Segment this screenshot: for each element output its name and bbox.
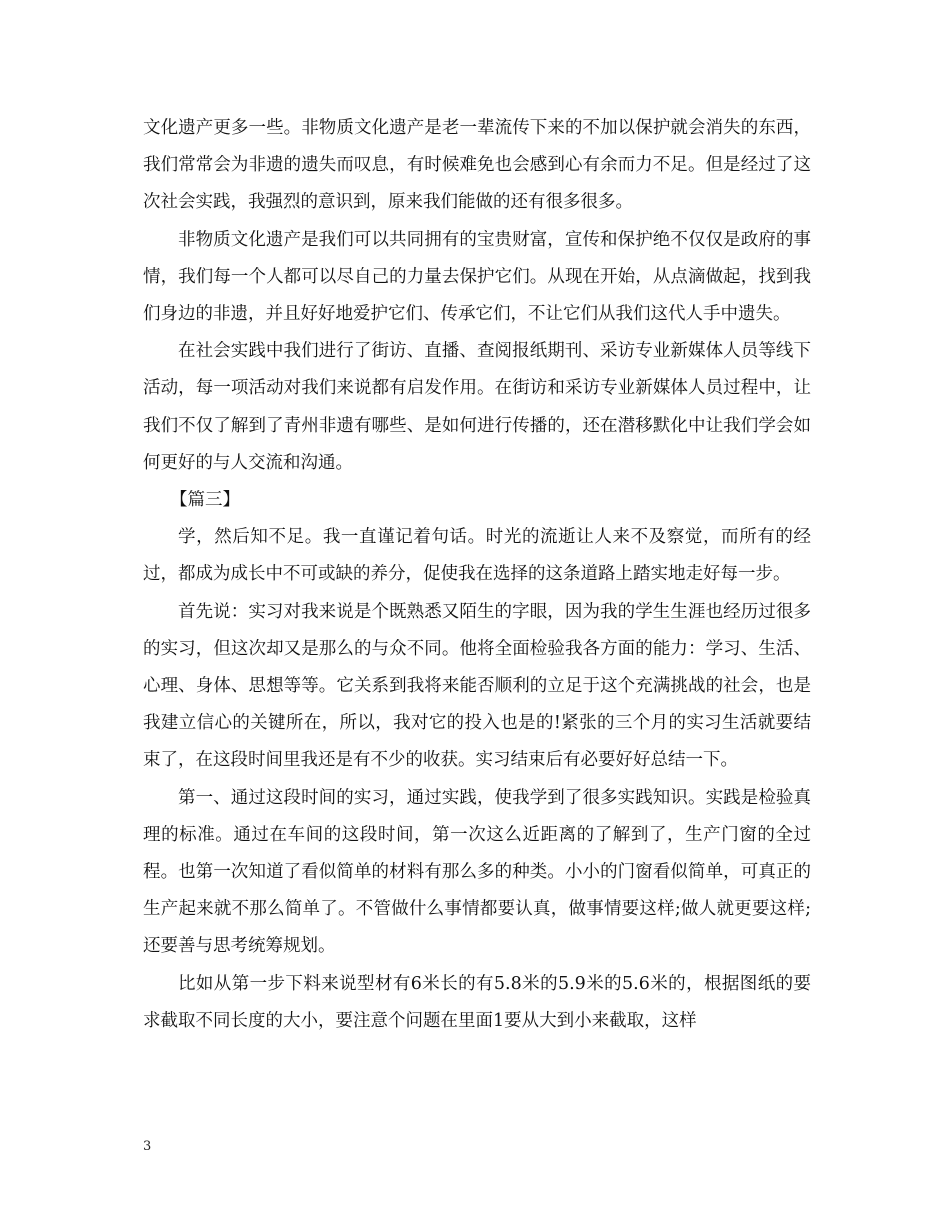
paragraph-cutting-example: 比如从第一步下料来说型材有6米长的有5.8米的5.9米的5.6米的，根据图纸的要求截取不同长度的大小，要注意个问题在里面1要从大到小来截取，这样 [143, 973, 811, 1031]
paragraph-continuation: 文化遗产更多一些。非物质文化遗产是老一辈流传下来的不加以保护就会消失的东西，我们常常会为非遗的遗失而叹息，有时候难免也会感到心有余而力不足。但是经过了这次社会实践，我强烈的意识到，原来我们能做的还有很多很多。 [143, 118, 811, 213]
paragraph-learning: 学，然后知不足。我一直谨记着句话。时光的流逝让人来不及察觉，而所有的经过，都成为成长中不可或缺的养分，促使我在选择的这条道路上踏实地走好每一步。 [143, 527, 811, 585]
paragraph-heritage-value: 非物质文化遗产是我们可以共同拥有的宝贵财富，宣传和保护绝不仅仅是政府的事情，我们每一个人都可以尽自己的力量去保护它们。从现在开始，从点滴做起，找到我们身边的非遗，并且好好地爱护它们、传承它们，不让它们从我们这代人手中遗失。 [143, 229, 811, 325]
section-heading: 【篇三】 [170, 490, 240, 511]
paragraph-practice-activities: 在社会实践中我们进行了街访、直播、查阅报纸期刊、采访专业新媒体人员等线下活动，每一项活动对我们来说都有启发作用。在街访和采访专业新媒体人员过程中，让我们不仅了解到了青州非遗有哪些、是如何进行传播的，还在潜移默化中让我们学会如何更好的与人交流和沟通。 [143, 341, 811, 473]
paragraph-first-point: 第一、通过这段时间的实习，通过实践，使我学到了很多实践知识。实践是检验真理的标准。通过在车间的这段时间，第一次这么近距离的了解到了，生产门窗的全过程。也第一次知道了看似简单的材料有那么多的种类。小小的门窗看似简单，可真正的生产起来就不那么简单了。不管做什么事情都要认真，做事情要这样;做人就更要这样;还要善与思考统筹规划。 [143, 787, 811, 957]
paragraph-internship-intro: 首先说：实习对我来说是个既熟悉又陌生的字眼，因为我的学生生涯也经历过很多的实习，但这次却又是那么的与众不同。他将全面检验我各方面的能力：学习、生活、心理、身体、思想等等。它关系到我将来能否顺利的立足于这个充满挑战的社会，也是我建立信心的关键所在，所以，我对它的投入也是的!紧张的三个月的实习生活就要结束了，在这段时间里我还是有不少的收获。实习结束后有必要好好总结一下。 [143, 601, 811, 771]
page-number: 3 [143, 1139, 152, 1154]
document-body [143, 110, 811, 1040]
